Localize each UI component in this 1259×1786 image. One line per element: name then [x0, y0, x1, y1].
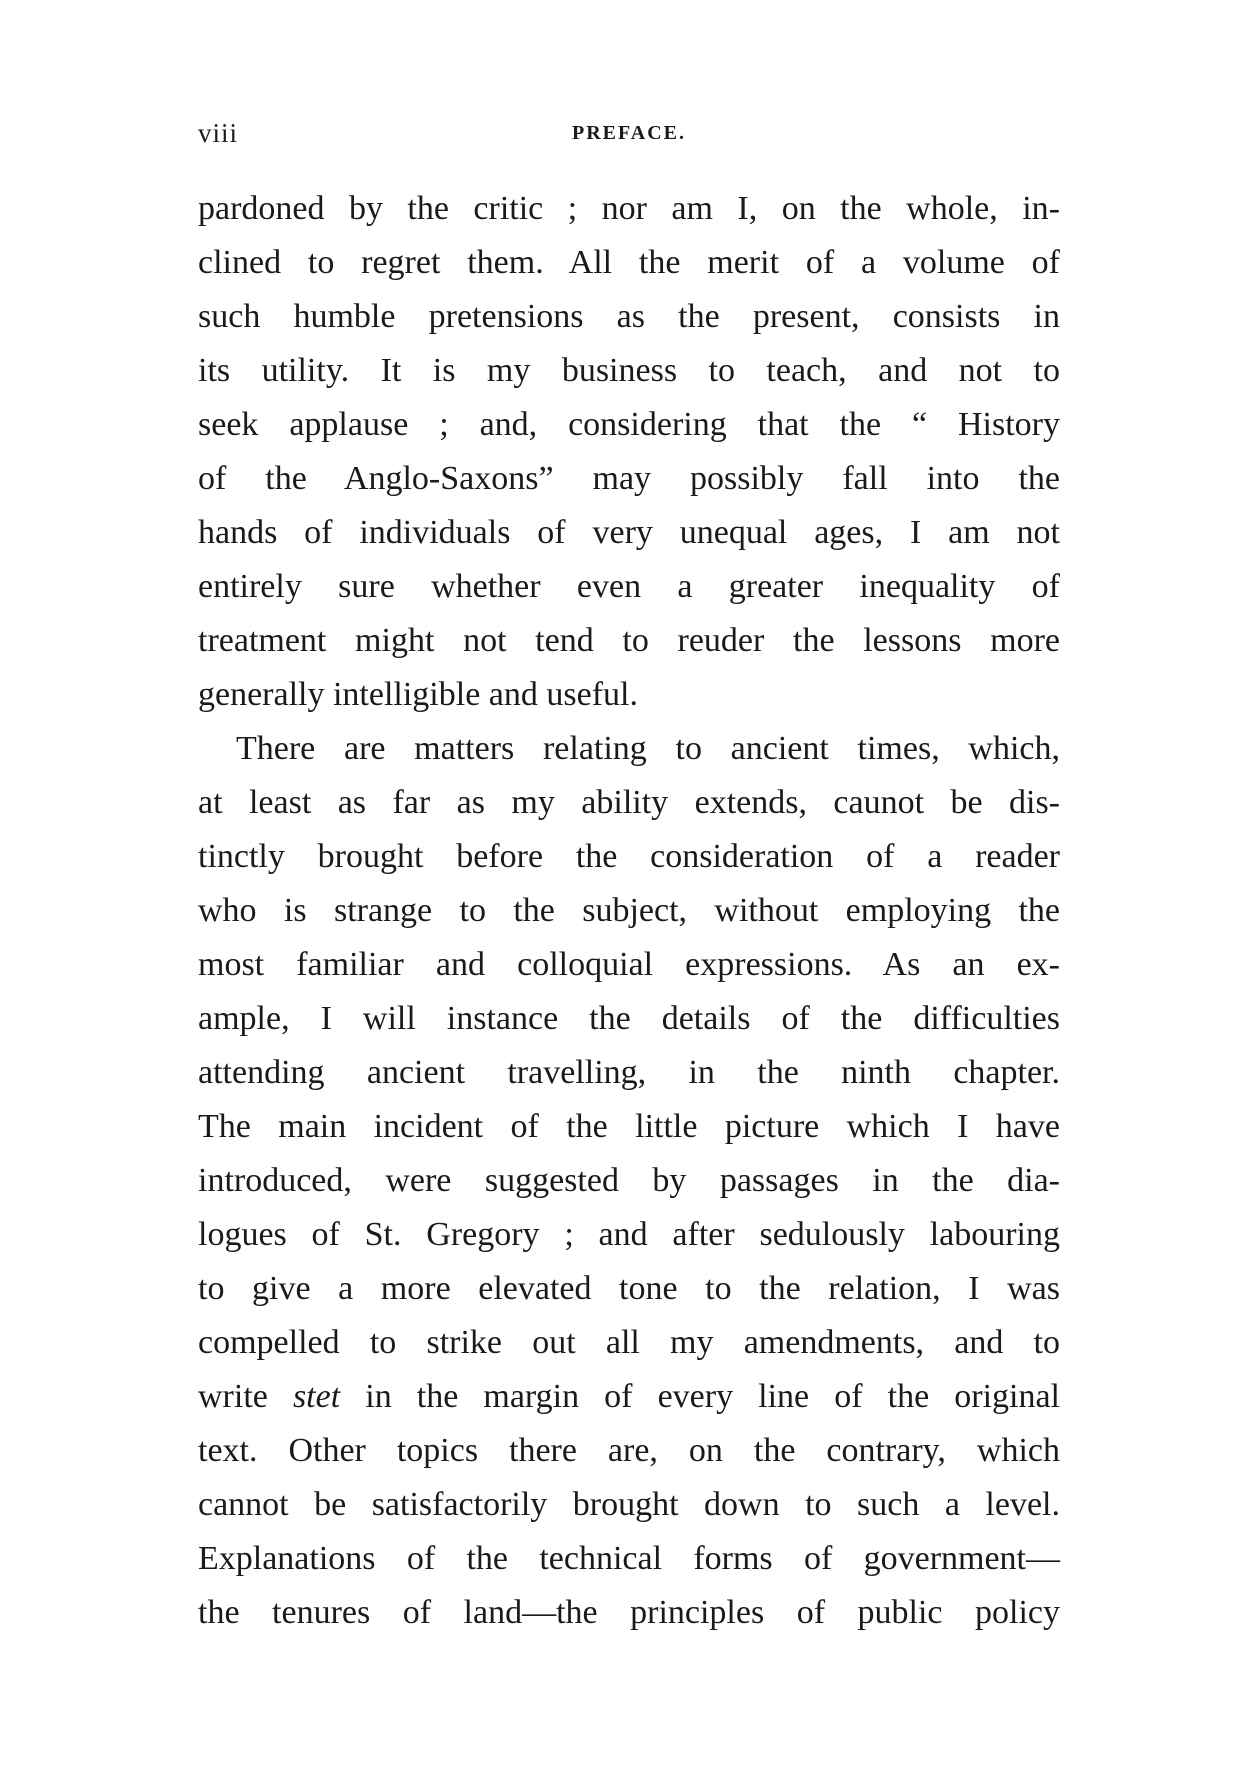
text-line-with-italic [198, 1370, 1060, 1424]
running-head: PREFACE. [572, 122, 686, 144]
text-line: Explanations of the technical forms of government— [198, 1540, 1060, 1577]
text-line: its utility. It is my business to teach, and not to [198, 352, 1060, 389]
text-line: attending ancient travelling, in the ninth chapter. [198, 1054, 1060, 1091]
text-line: hands of individuals of very unequal ages, I am not [198, 514, 1060, 551]
text-line: to give a more elevated tone to the relation, I was [198, 1270, 1060, 1307]
paragraph-end-line: generally intelligible and useful. [198, 676, 638, 713]
text-line: The main incident of the little picture which I have [198, 1108, 1060, 1145]
text-line: compelled to strike out all my amendments, and to [198, 1324, 1060, 1361]
text-segment: in the margin of every line of the original [340, 1378, 1060, 1415]
italic-word: stet [292, 1378, 341, 1415]
text-line: pardoned by the critic ; nor am I, on the whole, in- [198, 190, 1060, 227]
text-line: such humble pretensions as the present, consists in [198, 298, 1060, 335]
page-number: viii [198, 118, 239, 148]
text-line: clined to regret them. All the merit of a volume of [198, 244, 1060, 281]
paragraph-start-line: There are matters relating to ancient times, which, [236, 730, 1060, 767]
text-line: tinctly brought before the consideration of a reader [198, 838, 1060, 875]
text-line: text. Other topics there are, on the contrary, which [198, 1432, 1060, 1469]
text-line: the tenures of land—the principles of public policy [198, 1594, 1060, 1631]
text-line: at least as far as my ability extends, caunot be dis- [198, 784, 1060, 821]
text-segment: write [198, 1378, 293, 1415]
text-line: cannot be satisfactorily brought down to such a level. [198, 1486, 1060, 1523]
page-header [198, 118, 1060, 158]
text-line: most familiar and colloquial expressions. As an ex- [198, 946, 1060, 983]
text-line: seek applause ; and, considering that the “ History [198, 406, 1060, 443]
text-line: introduced, were suggested by passages in the dia- [198, 1162, 1060, 1199]
body-text [198, 182, 1060, 1640]
text-line: entirely sure whether even a greater inequality of [198, 568, 1060, 605]
text-line: ample, I will instance the details of the difficulties [198, 1000, 1060, 1037]
text-line: who is strange to the subject, without employing the [198, 892, 1060, 929]
text-line: treatment might not tend to reuder the lessons more [198, 622, 1060, 659]
text-line: logues of St. Gregory ; and after sedulously labouring [198, 1216, 1060, 1253]
text-line: of the Anglo-Saxons” may possibly fall into the [198, 460, 1060, 497]
